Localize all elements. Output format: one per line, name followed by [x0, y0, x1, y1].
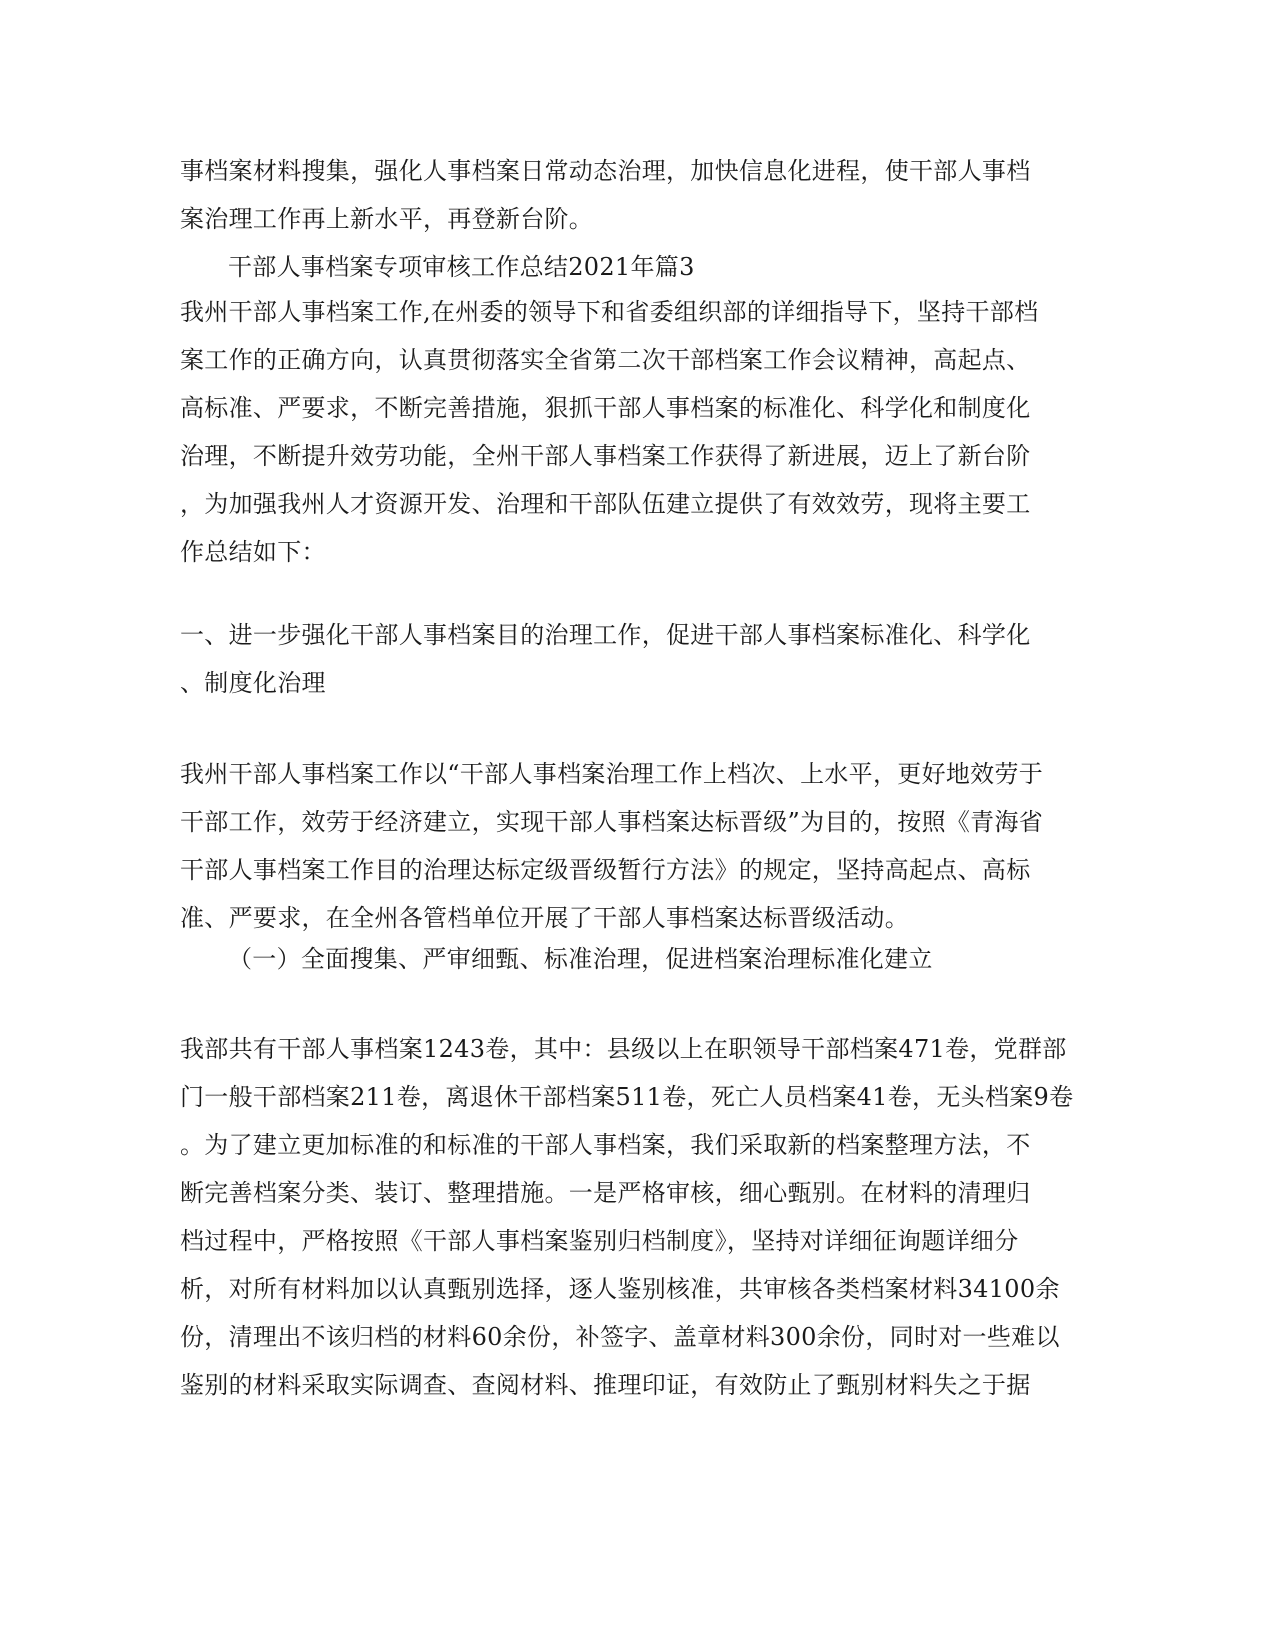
text-line: 干部人事档案工作目的治理达标定级晋级暂行方法》的规定，坚持高起点、高标: [180, 856, 1031, 884]
section-heading: 一、进一步强化干部人事档案目的治理工作，促进干部人事档案标准化、科学化: [180, 621, 1031, 649]
text-line: 。为了建立更加标准的和标准的干部人事档案，我们采取新的档案整理方法，不: [180, 1131, 1031, 1159]
text-line: 准、严要求，在全州各管档单位开展了干部人事档案达标晋级活动。: [180, 904, 909, 932]
text-line: 案工作的正确方向，认真贯彻落实全省第二次干部档案工作会议精神，高起点、: [180, 346, 1031, 374]
text-line: 案治理工作再上新水平，再登新台阶。: [180, 205, 594, 233]
section-heading: 、制度化治理: [180, 669, 326, 697]
text-line: 档过程中，严格按照《干部人事档案鉴别归档制度》，坚持对详细征询题详细分: [180, 1227, 1019, 1255]
text-line: 高标准、严要求，不断完善措施，狠抓干部人事档案的标准化、科学化和制度化: [180, 394, 1031, 422]
text-line: 干部工作，效劳于经济建立，实现干部人事档案达标晋级”为目的，按照《青海省: [180, 808, 1044, 836]
text-line: 份，清理出不该归档的材料60余份，补签字、盖章材料300余份，同时对一些难以: [180, 1323, 1060, 1351]
text-line: 我部共有干部人事档案1243卷，其中：县级以上在职领导干部档案471卷，党群部: [180, 1035, 1067, 1063]
article-heading: 干部人事档案专项审核工作总结2021年篇3: [228, 253, 695, 281]
text-line: 析，对所有材料加以认真甄别选择，逐人鉴别核准，共审核各类档案材料34100余: [180, 1275, 1060, 1303]
text-line: 断完善档案分类、装订、整理措施。一是严格审核，细心甄别。在材料的清理归: [180, 1179, 1031, 1207]
text-line: ，为加强我州人才资源开发、治理和干部队伍建立提供了有效效劳，现将主要工: [180, 490, 1031, 518]
text-line: 作总结如下：: [180, 538, 326, 566]
text-line: 我州干部人事档案工作以“干部人事档案治理工作上档次、上水平，更好地效劳于: [180, 760, 1044, 788]
text-line: 鉴别的材料采取实际调查、查阅材料、推理印证，有效防止了甄别材料失之于据: [180, 1371, 1031, 1399]
text-line: 我州干部人事档案工作,在州委的领导下和省委组织部的详细指导下，坚持干部档: [180, 298, 1039, 326]
text-line: 治理，不断提升效劳功能，全州干部人事档案工作获得了新进展，迈上了新台阶: [180, 442, 1031, 470]
text-line: 门一般干部档案211卷，离退休干部档案511卷，死亡人员档案41卷，无头档案9卷: [180, 1083, 1074, 1111]
text-line: 事档案材料搜集，强化人事档案日常动态治理，加快信息化进程，使干部人事档: [180, 157, 1031, 185]
subsection-heading: （一）全面搜集、严审细甄、标准治理，促进档案治理标准化建立: [228, 945, 933, 973]
